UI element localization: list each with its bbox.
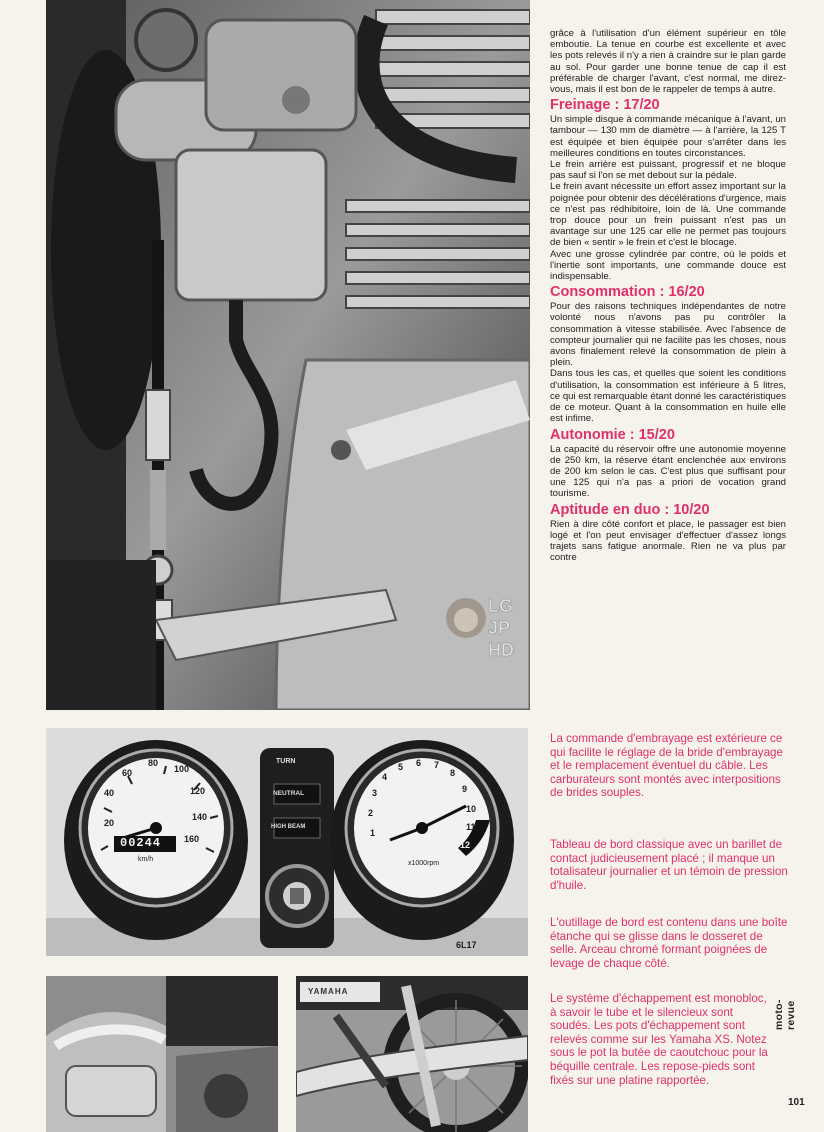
- tacho-tick: 10: [466, 804, 477, 814]
- freinage-paragraph: Un simple disque à commande mécanique à l'avant, un tambour — 130 mm de diamètre — à l'arrière, la 125 T est équipée et bien équipée pour s'arrêter dans les meilleures conditions en toutes circonstances.: [550, 114, 786, 159]
- speedo-tick: 100: [174, 764, 190, 774]
- tacho-tick: 12: [460, 840, 471, 850]
- svg-text:HD: HD: [488, 640, 514, 660]
- speedo-tick: 60: [122, 768, 133, 778]
- tacho-tick: 7: [434, 760, 440, 770]
- section-heading-consommation: Consommation : 16/20: [550, 284, 705, 301]
- speedo-tick: 20: [104, 818, 115, 828]
- autonomie-paragraph: La capacité du réservoir offre une autonomie moyenne de 250 km, la réserve étant enclenchée aux environs de 200 km selon le cas. C'est plus que suffisant pour une 125 qui n'a pas a priori de vocation grand tourisme.: [550, 443, 786, 500]
- odometer-readout: 00244: [120, 836, 162, 850]
- magazine-name: moto-revue: [773, 999, 797, 1030]
- speedo-ticks: [104, 758, 208, 848]
- duo-paragraph: Rien à dire côté confort et place, le passager est bien logé et l'on peut envisager d'effectuer d'assez longs trajets sans fatigue anormale. Rien ne va plus par contre: [550, 518, 786, 564]
- section-heading-freinage: Freinage : 17/20: [550, 97, 660, 114]
- speedo-tick: 80: [148, 758, 159, 768]
- tacho-ticks: [368, 756, 480, 856]
- freinage-paragraph: Le frein avant nécessite un effort assez important sur la poignée pour obtenir des décélérations d'urgence, mais ce n'est pas rédhibitoire, loin de là. Une commande trop douce pour un frein puissant n'est pas un avantage sur une 125 car elle ne permet pas toujours de bien « sentir » le frein et c'est le blocage.: [550, 181, 786, 249]
- speedo-tick: 40: [104, 788, 115, 798]
- tacho-tick: 5: [398, 762, 404, 772]
- freinage-paragraph: Le frein arrière est puissant, progressif et ne bloque pas sauf si l'on se met debout sur la pédale.: [550, 159, 786, 182]
- exhaust-badge: YAMAHA: [308, 987, 349, 996]
- toolbox-photo: [46, 976, 278, 1132]
- speedo-tick: 160: [184, 834, 200, 844]
- dashboard-photo: [46, 728, 528, 956]
- consommation-paragraph: Dans tous les cas, et quelles que soient les conditions d'utilisation, la consommation est inférieure à 5 litres, ce qui est remarquable étant donné les caractéristiques de ce moteur. Quant à la consommation en huile elle est infime.: [550, 368, 786, 425]
- speedo-tick: 140: [192, 812, 208, 822]
- tacho-tick: 11: [466, 822, 476, 832]
- section-heading-duo: Aptitude en duo : 10/20: [550, 501, 710, 518]
- svg-text:LG: LG: [488, 596, 513, 616]
- article-intro: grâce à l'utilisation d'un élément supérieur en tôle emboutie. La tenue en courbe est excellente et avec les pots relevés il n'y a rien à craindre sur le plan garde au sol. Pour garder une bonne tenue de cap il est préférable de charger l'avant, c'est normal, me direz-vous, mais il est bon de le rappeler de temps à autre.: [550, 28, 786, 96]
- svg-text:JP: JP: [488, 618, 511, 638]
- watermark-logo: [444, 590, 528, 670]
- caption-exhaust: Le système d'échappement est monobloc, à savoir le tube et le silencieux sont soudés. Les pots d'échappement sont relevés comme sur les Yamaha XS. Notez sous le pot la butée de caoutchouc pour la béquille centrale. Les repose-pieds sont fixés sur une platine rapportée.: [550, 992, 768, 1087]
- consommation-paragraph: Pour des raisons techniques indépendantes de notre volonté nous n'avons pas pu contrôler la consommation à vitesse stabilisée. Avec l'absence de compteur journalier qui ne facilite pas les choses, nous avons finalement relevé la consommation de plein à plein.: [550, 301, 786, 369]
- caption-clutch: La commande d'embrayage est extérieure ce qui facilite le réglage de la bride d'embrayage et le remplacement éventuel du câble. Les carburateurs sont montés avec interpositions de brides souples.: [550, 732, 783, 800]
- tacho-tick: 3: [372, 788, 378, 798]
- tacho-tick: 9: [462, 784, 468, 794]
- freinage-paragraph: Avec une grosse cylindrée par contre, où le poids et l'inertie sont importants, une commande douce est indispensable.: [550, 248, 786, 283]
- tacho-unit: x1000rpm: [408, 860, 440, 867]
- lamp-neutral: NEUTRAL: [273, 790, 305, 797]
- caption-toolbox: L'outillage de bord est contenu dans une boîte étanche qui se glisse dans le dosseret de selle. Arceau chromé formant poignées de levage de chaque côté.: [550, 916, 788, 970]
- tacho-tick: 2: [368, 808, 374, 818]
- tacho-tick: 6: [416, 758, 422, 768]
- speedo-unit: km/h: [138, 856, 154, 863]
- tacho-tick: 4: [382, 772, 388, 782]
- tacho-tick: 1: [370, 828, 376, 838]
- section-heading-autonomie: Autonomie : 15/20: [550, 426, 675, 443]
- tacho-tick: 8: [450, 768, 456, 778]
- speedo-tick: 120: [190, 786, 206, 796]
- page-number: 101: [788, 1097, 805, 1108]
- caption-dashboard: Tableau de bord classique avec un barillet de contact judicieusement placé ; il manque un totalisateur journalier et un témoin de pression d'huile.: [550, 838, 788, 892]
- exhaust-photo: [296, 976, 528, 1132]
- lamp-high-beam: HIGH BEAM: [271, 824, 306, 830]
- plate-code: 6L17: [456, 940, 477, 950]
- lamp-turn: TURN: [276, 758, 296, 765]
- article-column: [550, 28, 786, 563]
